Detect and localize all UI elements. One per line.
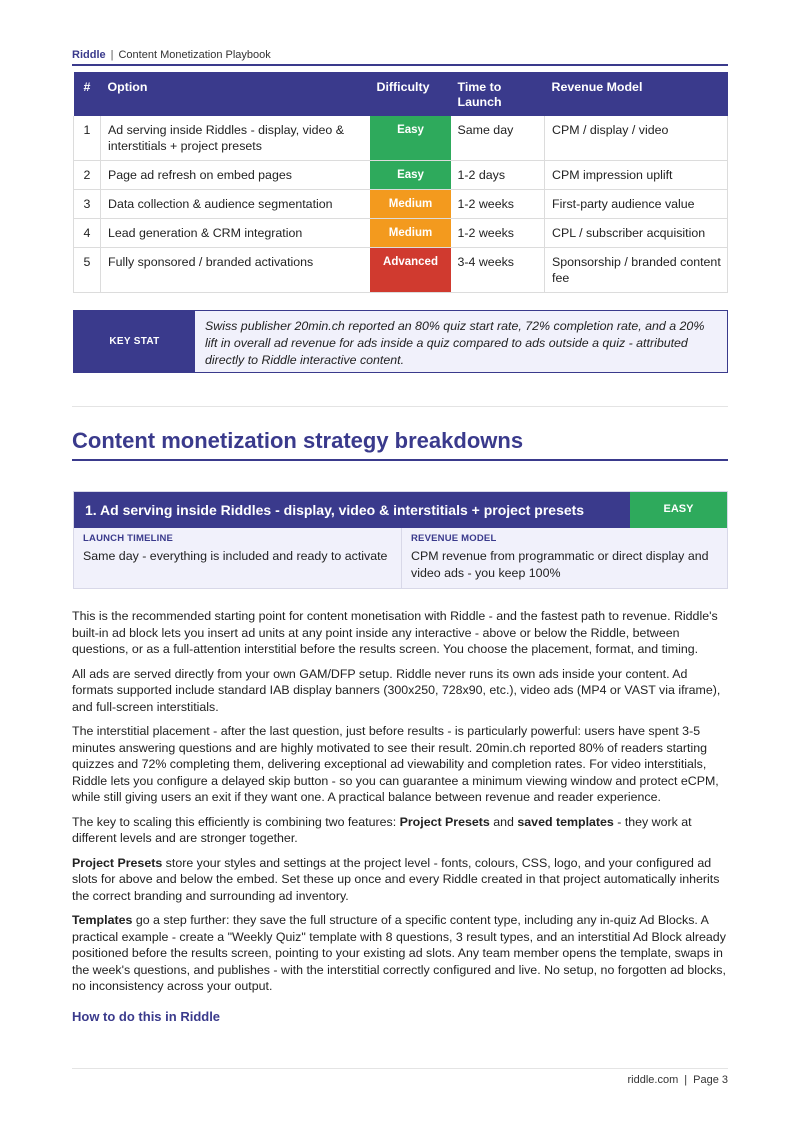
col-header-difficulty: Difficulty (370, 72, 451, 116)
strategy-title: 1. Ad serving inside Riddles - display, video & interstitials + project presets (74, 492, 630, 528)
footer-separator: | (684, 1074, 688, 1086)
paragraph-text: go a step further: they save the full structure of a specific content type, including any in-quiz Ad Blocks. A practical example - create a "Weekly Quiz" template with 8 questions, 3 result types, and an interstitial Ad Block already positioned before the results screen, pointing to your existing ad slots. Any team member opens the template, swaps in the week's questions, and publishes - with the interstitial correctly configured and live. No setup, no forgotten ad blocks, no inconsistency across your output. (72, 913, 726, 993)
row-time: 1-2 weeks (451, 219, 545, 248)
key-stat-callout (73, 310, 728, 373)
paragraph-text: The key to scaling this efficiently is combining two features: (72, 814, 400, 829)
paragraph-text: - they work at different levels and are stronger together. (72, 814, 692, 845)
options-table (73, 72, 728, 293)
page-header (72, 49, 728, 66)
table-row (74, 248, 728, 293)
row-time: 1-2 weeks (451, 190, 545, 219)
strategy-difficulty-badge: EASY (630, 492, 727, 528)
row-num: 1 (74, 116, 101, 161)
row-option: Data collection & audience segmentation (101, 190, 370, 219)
bold-term: Templates (72, 913, 133, 927)
col-header-revenue: Revenue Model (545, 72, 728, 116)
paragraph (72, 855, 730, 905)
header-separator: | (110, 49, 114, 61)
row-option: Lead generation & CRM integration (101, 219, 370, 248)
col-header-option: Option (101, 72, 370, 116)
footer-page-number: Page 3 (693, 1074, 728, 1086)
row-num: 2 (74, 161, 101, 190)
paragraph-text: store your styles and settings at the project level - fonts, colours, CSS, logo, and your configured ad slots for above and below the embed. Set these up once and every Riddle created in that project automatically inherits the correct branding and surrounding ad inventory. (72, 855, 720, 903)
row-time: Same day (451, 116, 545, 161)
revenue-model-label: REVENUE MODEL (411, 533, 497, 544)
body-text (72, 608, 730, 1025)
strategy-title-bar (74, 492, 727, 528)
header-brand: Riddle (72, 49, 106, 61)
row-revenue: CPM impression uplift (545, 161, 728, 190)
paragraph-text: and (489, 814, 518, 829)
subheading-how-to: How to do this in Riddle (72, 1008, 221, 1024)
difficulty-badge: Medium (370, 219, 451, 248)
difficulty-badge: Easy (370, 161, 451, 190)
page-footer (72, 1068, 728, 1086)
col-header-time: Time to Launch (451, 72, 545, 116)
bold-term: saved templates (517, 814, 614, 829)
row-option: Ad serving inside Riddles - display, video & interstitials + project presets (101, 116, 370, 161)
footer-site: riddle.com (627, 1074, 679, 1086)
difficulty-badge: Easy (370, 116, 451, 161)
section-divider (72, 406, 728, 407)
difficulty-badge: Medium (370, 190, 451, 219)
row-time: 1-2 days (451, 161, 545, 190)
launch-timeline-label: LAUNCH TIMELINE (83, 533, 174, 544)
revenue-model (402, 528, 727, 588)
row-num: 3 (74, 190, 101, 219)
row-revenue: CPM / display / video (545, 116, 728, 161)
revenue-model-value: CPM revenue from programmatic or direct display and video ads - you keep 100% (411, 549, 709, 580)
row-option: Fully sponsored / branded activations (101, 248, 370, 293)
bold-term: Project Presets (399, 814, 490, 829)
row-revenue: CPL / subscriber acquisition (545, 219, 728, 248)
row-num: 4 (74, 219, 101, 248)
key-stat-text: Swiss publisher 20min.ch reported an 80% quiz start rate, 72% completion rate, and a 20% lift in overall ad revenue for ads inside a quiz compared to ads outside a quiz - attributed directly to Riddle interactive content. (195, 311, 727, 372)
row-revenue: First-party audience value (545, 190, 728, 219)
header-doc-title: Content Monetization Playbook (118, 49, 271, 61)
bold-term: Project Presets (72, 855, 163, 870)
table-row (74, 116, 728, 161)
table-header-row (74, 72, 728, 116)
table-row (74, 190, 728, 219)
paragraph (72, 912, 730, 995)
strategy-card (73, 491, 728, 589)
difficulty-badge: Advanced (370, 248, 451, 293)
row-time: 3-4 weeks (451, 248, 545, 293)
strategy-info (74, 528, 727, 588)
paragraph (72, 814, 730, 847)
launch-timeline-value: Same day - everything is included and ready to activate (83, 549, 388, 563)
row-option: Page ad refresh on embed pages (101, 161, 370, 190)
key-stat-label: KEY STAT (74, 311, 195, 372)
col-header-num: # (74, 72, 101, 116)
table-row (74, 219, 728, 248)
launch-timeline (74, 528, 402, 588)
section-title: Content monetization strategy breakdowns (72, 428, 728, 461)
paragraph: All ads are served directly from your own GAM/DFP setup. Riddle never runs its own ads inside your content. Ad formats supported include standard IAB display banners (300x250, 728x90, etc.), video ads (MP4 or VAST via iframe), and full-screen interstitials. (72, 666, 721, 714)
paragraph: This is the recommended starting point for content monetisation with Riddle - and the fastest path to revenue. Riddle's built-in ad block lets you insert ad units at any point inside any interactive - above or below the Riddle, between questions, or as a full-attention interstitial before the results screen. You choose the placement, format, and timing. (72, 609, 718, 656)
row-num: 5 (74, 248, 101, 293)
paragraph: The interstitial placement - after the last question, just before results - is particularly powerful: users have spent 3-5 minutes answering questions and are highly motivated to see their result. 20min.ch reported 80% of readers starting quizzes and 72% completing them, delivering exceptional ad viewability and completion rates. For video interstitials, Riddle lets you configure a delayed skip button - so you can guarantee a minimum viewing window and protect eCPM, while still giving users an exit if they want one. A practical balance between revenue and reader experience. (72, 724, 719, 804)
row-revenue: Sponsorship / branded content fee (545, 248, 728, 293)
table-row (74, 161, 728, 190)
